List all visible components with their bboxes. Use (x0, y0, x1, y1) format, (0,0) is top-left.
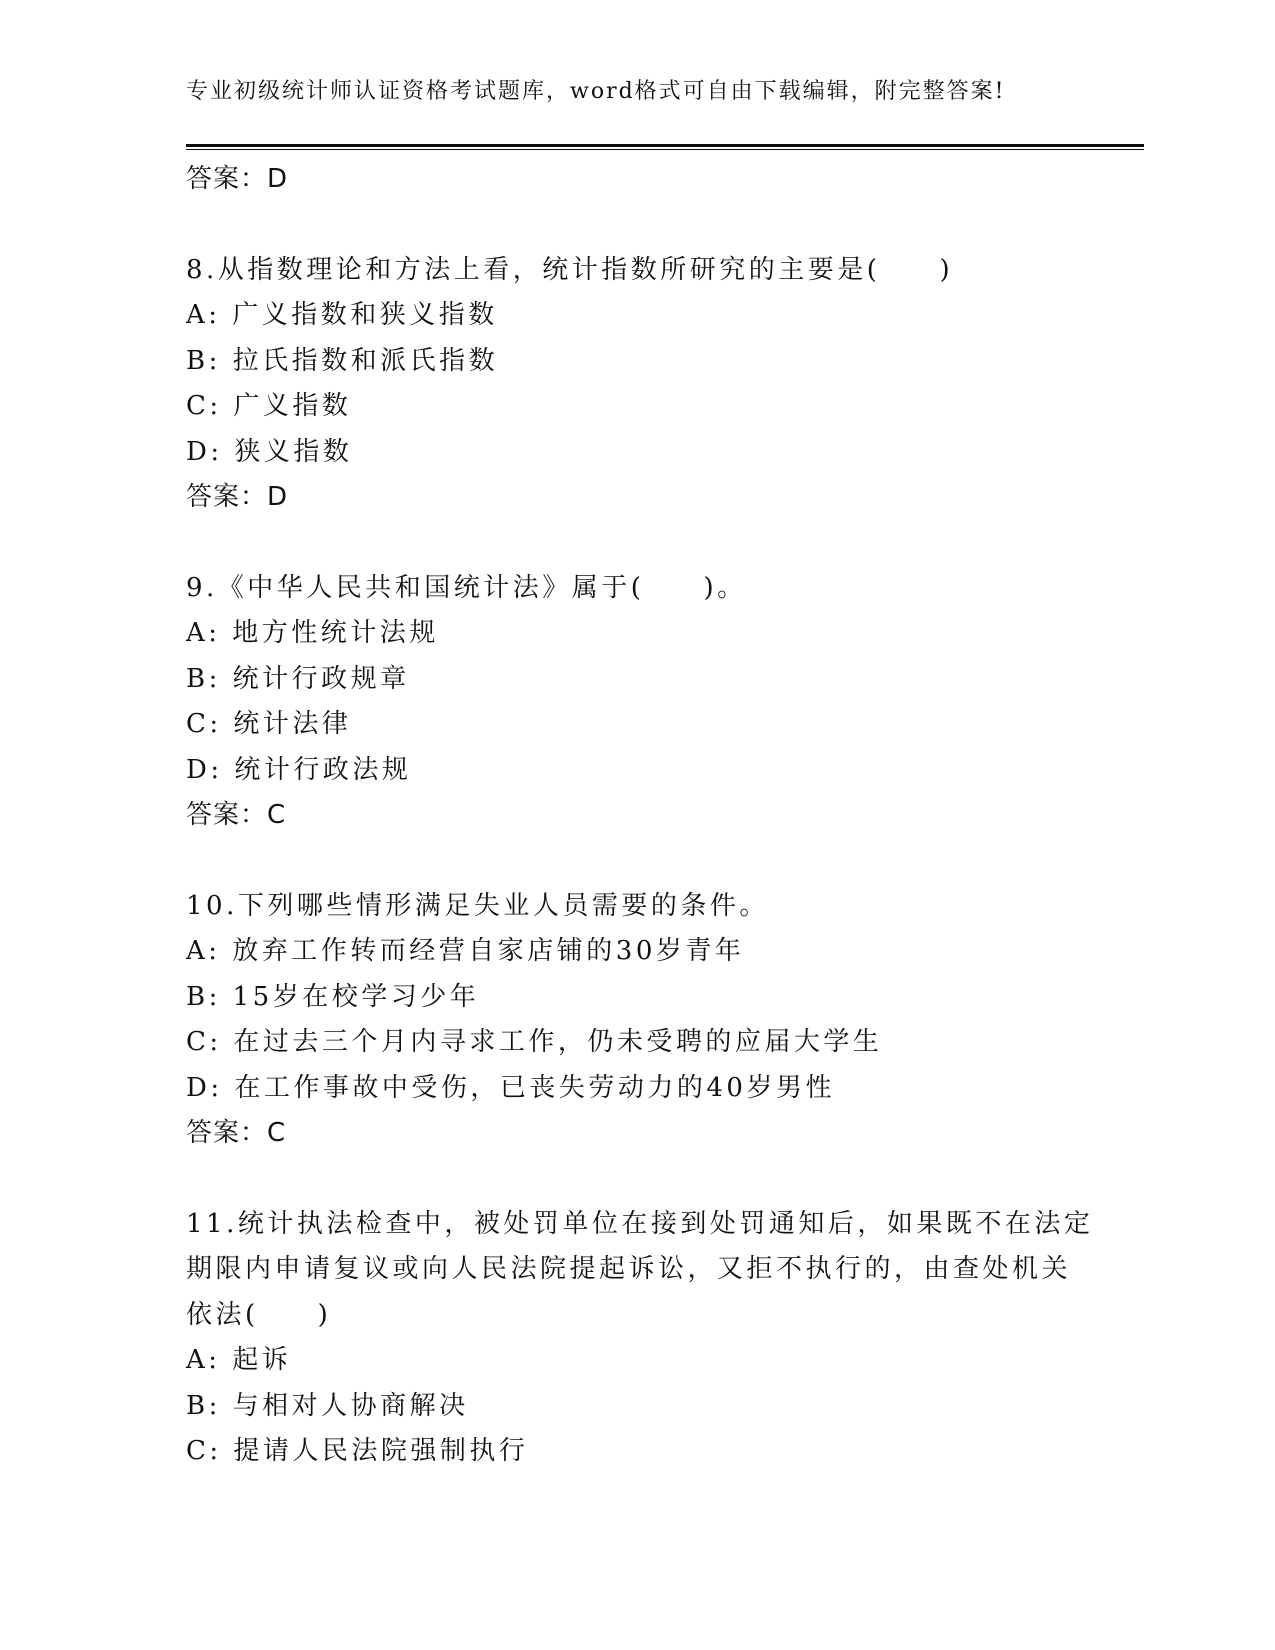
question-stem-line-2: 期限内申请复议或向人民法院提起诉讼，又拒不执行的，由查处机关 (186, 1254, 1072, 1284)
option-d: D: 在工作事故中受伤，已丧失劳动力的40岁男性 (186, 1072, 835, 1103)
question-11 (186, 1202, 1146, 1475)
option-a: A: 放弃工作转而经营自家店铺的30岁青年 (186, 936, 745, 966)
question-stem: 10.下列哪些情形满足失业人员需要的条件。 (186, 890, 769, 921)
option-c: C: 统计法律 (186, 709, 352, 739)
question-9 (186, 566, 1146, 839)
option-b: B: 15岁在校学习少年 (186, 981, 480, 1012)
option-c: C: 在过去三个月内寻求工作，仍未受聘的应届大学生 (186, 1027, 883, 1057)
header-text: 专业初级统计师认证资格考试题库，word格式可自由下载编辑，附完整答案! (186, 79, 1006, 104)
document-body (186, 157, 1146, 1475)
option-d: D: 统计行政法规 (186, 754, 412, 785)
question-stem: 8.从指数理论和方法上看，统计指数所研究的主要是( ) (186, 254, 954, 285)
question-10 (186, 884, 1146, 1157)
spacer (186, 521, 1146, 566)
option-a: A: 起诉 (186, 1345, 292, 1375)
option-a: A: 广义指数和狭义指数 (186, 300, 498, 330)
option-d: D: 狭义指数 (186, 436, 353, 467)
spacer (186, 839, 1146, 884)
question-stem-line-1: 11.统计执法检查中，被处罚单位在接到处罚通知后，如果既不在法定 (186, 1208, 1094, 1239)
answer: 答案：D (186, 482, 289, 512)
previous-answer: 答案：D (186, 164, 289, 194)
option-b: B: 与相对人协商解决 (186, 1390, 469, 1421)
option-b: B: 统计行政规章 (186, 663, 410, 694)
option-a: A: 地方性统计法规 (186, 618, 439, 648)
spacer (186, 1157, 1146, 1202)
question-8 (186, 248, 1146, 521)
option-c: C: 提请人民法院强制执行 (186, 1436, 529, 1466)
question-stem: 9.《中华人民共和国统计法》属于( )。 (186, 572, 747, 603)
question-stem-line-3: 依法( ) (186, 1299, 332, 1330)
answer: 答案：C (186, 1118, 287, 1148)
option-b: B: 拉氏指数和派氏指数 (186, 345, 499, 376)
option-c: C: 广义指数 (186, 391, 352, 421)
spacer (186, 203, 1146, 248)
header-divider-thin (186, 149, 1144, 150)
header-divider (186, 144, 1144, 147)
answer: 答案：C (186, 800, 287, 830)
